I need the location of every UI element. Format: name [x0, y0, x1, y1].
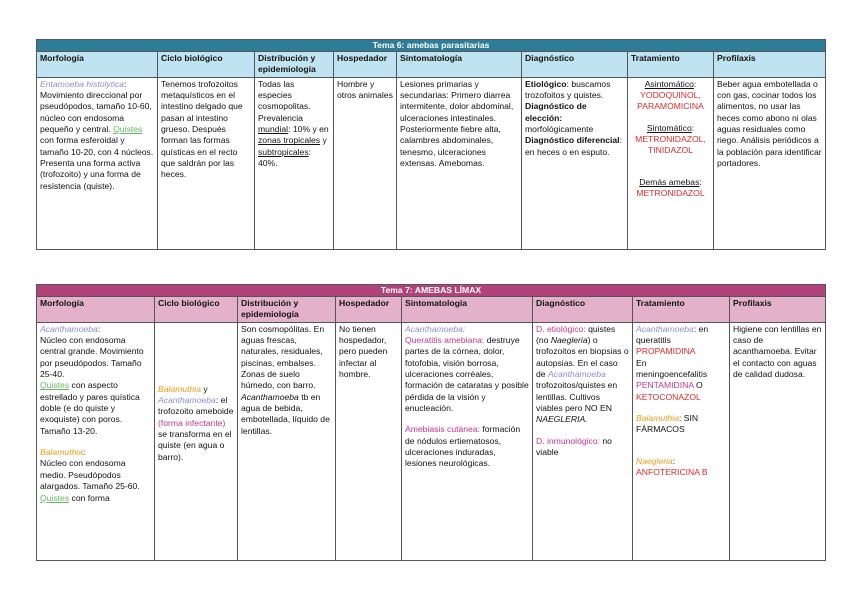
cell-sintomatologia [402, 322, 533, 560]
morfologia-p2: con aspecto estrellado y pares quística doble (e do quiste y exoquiste) con poros. Tamaño 13-20. [40, 380, 140, 436]
trat-ketoconazol: KETOCONAZOL [636, 391, 701, 402]
header-ciclo: Ciclo biológico [158, 52, 255, 78]
cell-ciclo: Tenemos trofozoitos metaquísticos en el intestino delgado que pasan al intestino grueso. Después forman las formas quísticas en el recto que saldrán por las heces. [158, 77, 255, 249]
diag-naegleria: Naegleria [550, 335, 588, 346]
cell-profilaxis: Beber agua embotellada o con gas, cocinar todos los alimentos, no usar las heces como abono ni olas aguas residuales como riego. Análisis periódicos a la población para identificar portadores. [714, 77, 826, 249]
header-morfologia: Morfología [37, 297, 155, 323]
diag-eleccion-label: Diagnóstico de elección: [525, 101, 587, 123]
diag-diferencial-text: : en heces o en esputo. [525, 135, 622, 157]
sint-p1: destruye partes de la córnea, dolor, fotofobia, visión borrosa, ulceraciones corréales, formación de cataratas y posible pérdida de la visión y enucleación. [405, 335, 529, 414]
diag-naegleria-caps: NAEGLERIA. [536, 414, 588, 425]
cell-tratamiento [633, 322, 730, 560]
trat-meningo: meningoencefalitis [636, 369, 708, 380]
distribucion-p4: : 40%. [258, 146, 312, 169]
species-balamuthia: Balamuthia [40, 447, 83, 458]
trat-sintomatico-label: Sintomático [646, 122, 692, 133]
cell-profilaxis: Higiene con lentillas en caso de acanthamoeba. Evitar el contacto con aguas de calidad dudosa. [730, 322, 826, 560]
diag-etiologico-text: buscamos trozofoitos y quistes. [525, 78, 611, 101]
cell-diagnostico: Etiológico: buscamos trozofoitos y quistes. Diagnóstico de elección: morfológicamente Diagnóstico diferencial: en heces o en esputo. [522, 77, 628, 249]
diag-p2: ) o trofozoitos en biopsias o autopsias. En el caso de [536, 335, 629, 380]
cell-morfologia: Entamoeba histolytica: Movimiento direccional por pseudópodos, tamaño 10-60, núcleo con endosoma pequeño y central. Quistes con forma esferoidal y tamaño 10-20, con 4 núcleos. Presenta una forma activa (trofozoito) y una forma de resistencia (quiste). [37, 77, 158, 249]
quistes-label: Quistes [40, 380, 70, 391]
header-hospedador: Hospedador [334, 52, 397, 78]
trat-en: En [636, 357, 647, 368]
header-sintomatologia: Sintomatología [397, 52, 522, 78]
cell-hospedador: Hombre y otros animales [334, 77, 397, 249]
morfologia-p4: con forma [71, 492, 110, 503]
header-tratamiento: Tratamiento [628, 52, 714, 78]
header-diagnostico: Diagnóstico [533, 297, 633, 323]
morfologia-p3: Núcleo con endosoma medio. Pseudópodos alargados. Tamaño 25-60. [40, 458, 140, 492]
morfologia-p2: con forma esferoidal y tamaño 10-20, con 4 núcleos. [40, 135, 154, 157]
tema7-title: Tema 7: AMEBAS LÍMAX [37, 285, 826, 297]
cell-ciclo: Balamuthia y Acanthamoeba: el trofozoito ameboide (forma infectante) se transforma en el quiste (en agua o barro). [155, 322, 238, 560]
header-morfologia: Morfología [37, 52, 158, 78]
trat-sintomatico-drugs: METRONIDAZOL, TINIDAZOL [635, 134, 706, 156]
trat-asintomatico-label: Asintomático [644, 78, 694, 89]
diag-etiologico: D. etiológico: [536, 323, 586, 334]
distribucion-acanthamoeba: Acanthamoeba [241, 391, 299, 402]
quistes2-label: Quistes [40, 492, 70, 503]
cell-sintomatologia: Lesiones primarias y secundarias: Primero diarrea intermitente, dolor abdominal, ulceraciones intestinales. Posteriormente fiebre alta, calambres abdominales, tenesmo, ulceraciones extensas. Amebomas. [397, 77, 522, 249]
trat-demas-drugs: METRONIDAZOL [636, 188, 705, 199]
cell-distribucion [238, 322, 336, 560]
trat-p1: : en queratitis [636, 323, 709, 346]
ciclo-p1: el trofozoito ameboide [158, 395, 234, 417]
quistes-label: Quistes [113, 124, 143, 135]
morfologia-p1: Movimiento direccional por pseudópodos, tamaño 10-60, núcleo con endosoma pequeño y central. [40, 90, 152, 135]
diag-eleccion-text: morfológicamente [525, 124, 594, 135]
morfologia-p1: Núcleo con endosoma central grande. Movimiento por pseudópodos. Tamaño 25-40. [40, 335, 144, 380]
sint-queratitis: Queratitis amebiana: [405, 335, 485, 346]
diag-etiologico-label: Etiológico [525, 78, 567, 89]
cell-morfologia: Acanthamoeba: Núcleo con endosoma central grande. Movimiento por pseudópodos. Tamaño 25-40. Quistes con aspecto estrellado y pares quística doble (e do quiste y exoquiste) con poros. Tamaño 13-20. Balamuthia: Núcleo con endosoma medio. Pseudópodos alargados. Tamaño 25-60. Quistes con forma [37, 322, 155, 560]
sint-acanthamoeba: Acanthamoeba: [405, 323, 466, 334]
morfologia-p3: Presenta una forma activa (trofozoito) y una forma de resistencia (quiste). [40, 158, 141, 191]
ciclo-balamuthia: Balamuthia [158, 383, 201, 394]
trat-balamuthia: Balamuthia [636, 413, 679, 424]
header-ciclo: Ciclo biológico [155, 297, 238, 323]
header-hospedador: Hospedador [336, 297, 402, 323]
header-distribucion: Distribución y epidemiología [238, 297, 336, 323]
cell-tratamiento: Asintomático: YODOQUINOL, PARAMOMICINA Sintomático: METRONIDAZOL, TINIDAZOL Demás amebas: METRONIDAZOL [628, 77, 714, 249]
cell-diagnostico [533, 322, 633, 560]
distribucion-subtropicales: subtropicales [258, 146, 309, 157]
diag-p4: no viable [536, 435, 612, 458]
tema6-table [36, 39, 826, 250]
trat-demas-label: Demás amebas [639, 176, 700, 187]
species-acanthamoeba: Acanthamoeba [40, 323, 98, 334]
trat-o: O [696, 380, 703, 391]
trat-propamidina: PROPAMIDINA [636, 346, 696, 357]
trat-pentamidina: PENTAMIDINA [636, 380, 694, 391]
distribucion-mundial: mundial [258, 124, 289, 135]
header-tratamiento: Tratamiento [633, 297, 730, 323]
header-profilaxis: Profilaxis [730, 297, 826, 323]
tema7-table [36, 284, 826, 561]
trat-acanthamoeba: Acanthamoeba [636, 323, 694, 334]
cell-hospedador: No tienen hospedador, pero pueden infectar al hombre. [336, 322, 402, 560]
header-profilaxis: Profilaxis [714, 52, 826, 78]
distribucion-p1: Son cosmopólitas. En aguas frescas, naturales, residuales, piscinas, embalses. Zonas de suelo húmedo, con barro. [241, 323, 325, 391]
diag-p3: trofozoitos/quistes en lentillas. Cultivos viables pero NO EN [536, 380, 618, 414]
distribucion-p1: Todas las especies cosmopolitas. Prevalencia [258, 78, 311, 123]
diag-diferencial-label: Diagnóstico diferencial [525, 135, 620, 146]
sint-p2: formación de nódulos ertiematosos, ulceraciones induradas, lesiones neurológicas. [405, 424, 521, 469]
cell-distribucion [255, 77, 334, 249]
ciclo-acanthamoeba: Acanthamoeba [158, 395, 216, 406]
distribucion-p2: tb en agua de bebida, embotellada, líquido de lentillas. [241, 391, 330, 436]
distribucion-p2: : 10% y en [288, 124, 329, 135]
trat-p2: : SIN FÁRMACOS [636, 413, 699, 435]
diag-p1: quistes (no [536, 323, 616, 346]
tema6-title: Tema 6: amebas parasitarias [37, 40, 826, 52]
ciclo-forma-infectante: (forma infectante) [158, 417, 226, 428]
trat-naegleria: Naegleria [636, 455, 673, 466]
trat-colon: : [672, 455, 676, 466]
trat-anfotericina: ANFOTERICINA B [636, 467, 708, 478]
distribucion-zonas-tropicales: zonas tropicales [258, 135, 321, 146]
header-diagnostico: Diagnóstico [522, 52, 628, 78]
ciclo-p2: se transforma en el quiste (en agua o barro). [158, 429, 232, 462]
header-distribucion: Distribución y epidemiología [255, 52, 334, 78]
diag-inmunologico: D. inmunológico: [536, 435, 601, 446]
header-sintomatologia: Sintomatología [402, 297, 533, 323]
ciclo-y: y [203, 383, 208, 394]
diag-acanthamoeba: Acanthamoeba [547, 369, 606, 380]
distribucion-p3: y [322, 135, 327, 146]
species-entamoeba: Entamoeba histolytica [40, 78, 125, 89]
sint-amebiasis: Amebiasis cutánea: [405, 424, 480, 435]
trat-asintomatico-drugs: YODOQUINOL, PARAMOMICINA [637, 90, 704, 112]
